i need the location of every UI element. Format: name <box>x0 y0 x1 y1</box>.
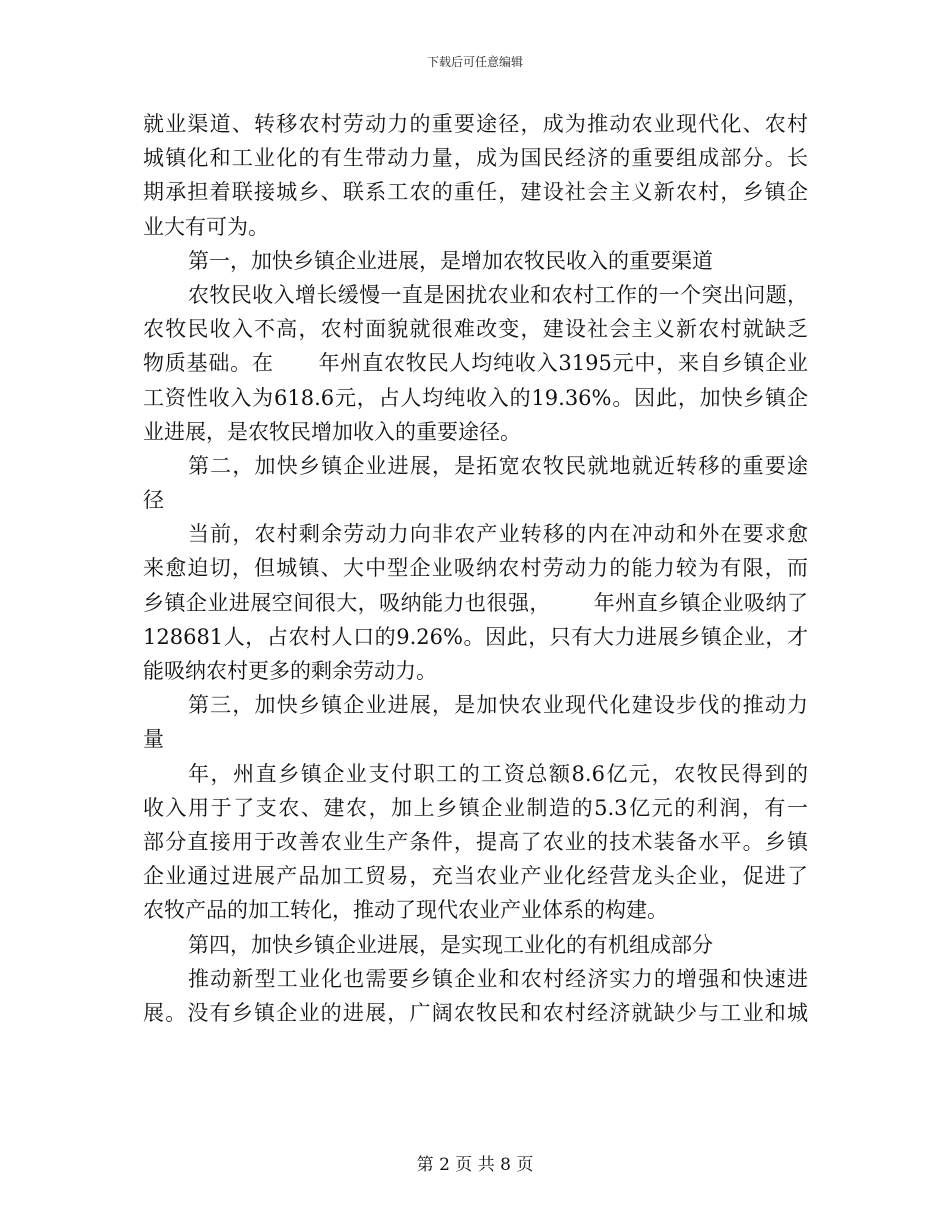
text-line: 乡镇企业进展空间很大，吸纳能力也很强， 年州直乡镇企业吸纳了 <box>143 590 808 615</box>
text-line: 量 <box>143 727 164 752</box>
text-line: 径 <box>143 488 164 513</box>
text-line: 农牧产品的加工转化，推动了现代农业产业体系的构建。 <box>143 898 668 923</box>
text-line: 第三，加快乡镇企业进展，是加快农业现代化建设步伐的推动力 <box>188 693 808 718</box>
text-line: 年，州直乡镇企业支付职工的工资总额8.6亿元，农牧民得到的 <box>188 761 808 786</box>
text-line: 当前，农村剩余劳动力向非农产业转移的内在冲动和外在要求愈 <box>188 522 808 547</box>
text-line: 来愈迫切，但城镇、大中型企业吸纳农村劳动力的能力较为有限，而 <box>143 556 808 581</box>
text-line: 农牧民收入不高，农村面貌就很难改变，建设社会主义新农村就缺乏 <box>143 317 808 342</box>
text-line: 业进展，是农牧民增加收入的重要途径。 <box>143 419 521 444</box>
text-line: 128681人，占农村人口的9.26%。因此，只有大力进展乡镇企业，才 <box>143 624 808 649</box>
page-header: 下载后可任意编辑 <box>426 55 523 69</box>
page-number: 第 2 页 共 8 页 <box>416 1155 534 1175</box>
document-body <box>143 107 808 1030</box>
text-line: 收入用于了支农、建农，加上乡镇企业制造的5.3亿元的利润，有一 <box>143 795 808 820</box>
text-line: 部分直接用于改善农业生产条件，提高了农业的技术装备水平。乡镇 <box>143 829 808 854</box>
text-line: 城镇化和工业化的有生带动力量，成为国民经济的重要组成部分。长 <box>143 146 808 171</box>
text-line: 企业通过进展产品加工贸易，充当农业产业化经营龙头企业，促进了 <box>143 864 808 889</box>
text-line: 推动新型工业化也需要乡镇企业和农村经济实力的增强和快速进 <box>188 966 808 991</box>
text-line: 能吸纳农村更多的剩余劳动力。 <box>143 659 437 683</box>
text-line: 就业渠道、转移农村劳动力的重要途径，成为推动农业现代化、农村 <box>143 112 808 136</box>
text-line: 农牧民收入增长缓慢一直是困扰农业和农村工作的一个突出问题， <box>188 282 808 307</box>
text-line: 第四，加快乡镇企业进展，是实现工业化的有机组成部分 <box>188 932 713 957</box>
text-line: 工资性收入为618.6元，占人均纯收入的19.36%。因此，加快乡镇企 <box>143 385 808 410</box>
text-line: 第一，加快乡镇企业进展，是增加农牧民收入的重要渠道 <box>188 248 713 273</box>
text-line: 展。没有乡镇企业的进展，广阔农牧民和农村经济就缺少与工业和城 <box>143 1000 808 1025</box>
text-line: 业大有可为。 <box>143 214 269 239</box>
text-line: 期承担着联接城乡、联系工农的重任，建设社会主义新农村，乡镇企 <box>143 180 808 205</box>
text-line: 物质基础。在 年州直农牧民人均纯收入3195元中，来自乡镇企业 <box>143 351 808 376</box>
text-line: 第二，加快乡镇企业进展，是拓宽农牧民就地就近转移的重要途 <box>188 453 808 478</box>
